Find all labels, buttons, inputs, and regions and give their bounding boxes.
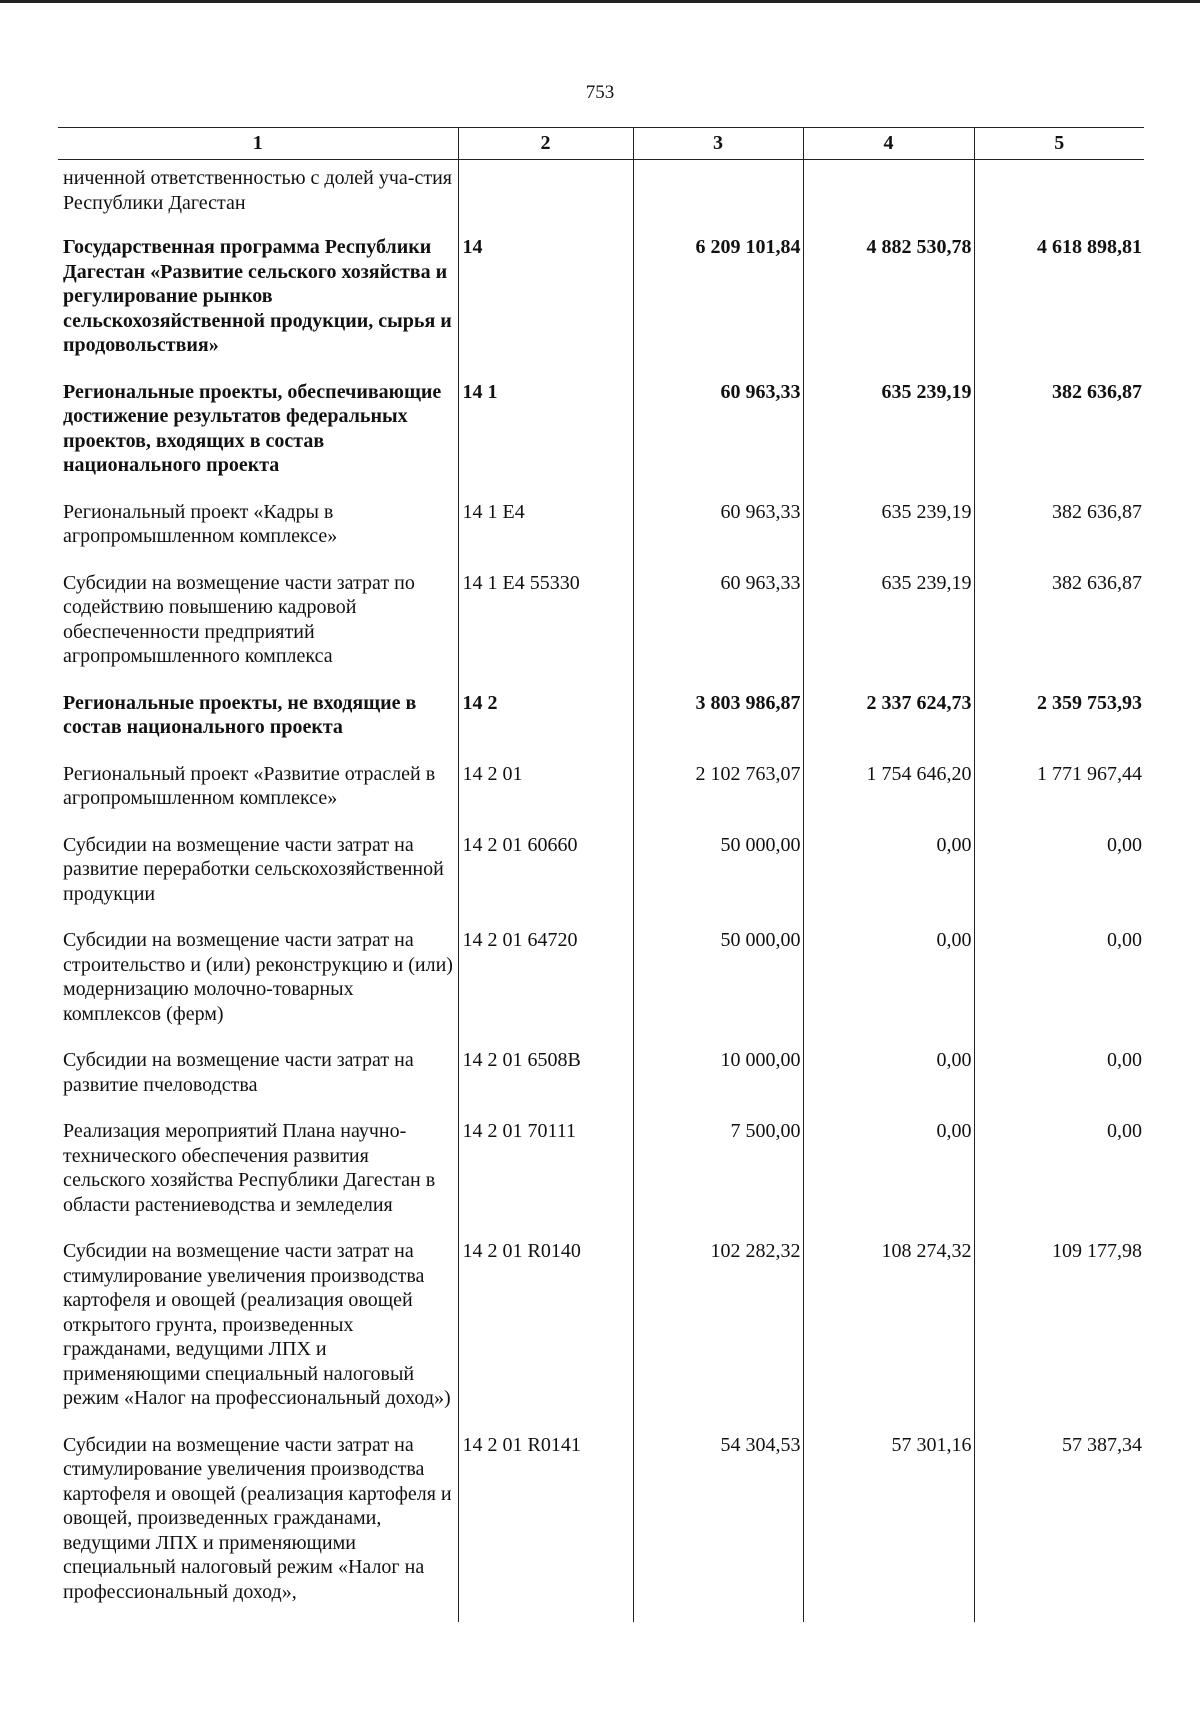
row-value-4 (803, 160, 974, 236)
row-code: 14 1 (458, 380, 633, 500)
table-row (58, 1119, 1144, 1239)
row-name: Субсидии на возмещение части затрат на стимулирование увеличения производства картофеля и овощей (реализация овощей открытого грунта, произведенных гражданами, ведущими ЛПХ и применяющими специальный налоговый режим «Налог на профессиональный доход») (63, 1240, 451, 1409)
row-value-3: 7 500,00 (633, 1119, 803, 1239)
row-code: 14 2 01 60660 (458, 833, 633, 929)
budget-table (58, 127, 1144, 1622)
row-value-5: 382 636,87 (974, 380, 1144, 500)
row-value-3: 54 304,53 (633, 1433, 803, 1623)
table-row (58, 235, 1144, 380)
row-code: 14 1 E4 55330 (458, 571, 633, 691)
column-header-1: 1 (58, 128, 458, 160)
row-code: 14 2 01 R0141 (458, 1433, 633, 1623)
row-name: Региональные проекты, обеспечивающие достижение результатов федеральных проектов, входящих в состав национального проекта (63, 380, 442, 476)
row-value-5: 1 771 967,44 (974, 762, 1144, 833)
row-code: 14 2 01 70111 (458, 1119, 633, 1239)
table-row (58, 380, 1144, 500)
column-header-3: 3 (633, 128, 803, 160)
top-border (0, 0, 1200, 3)
column-header-4: 4 (803, 128, 974, 160)
row-name: Субсидии на возмещение части затрат на развитие переработки сельскохозяйственной продукции (63, 833, 444, 905)
row-value-3: 60 963,33 (633, 380, 803, 500)
row-name: Субсидии на возмещение части затрат по содействию повышению кадровой обеспеченности предприятий агропромышленного комплекса (63, 571, 415, 667)
row-value-4: 635 239,19 (803, 380, 974, 500)
row-value-4: 0,00 (803, 928, 974, 1048)
row-value-5: 382 636,87 (974, 571, 1144, 691)
row-code: 14 1 E4 (458, 500, 633, 571)
row-name: Субсидии на возмещение части затрат на стимулирование увеличения производства картофеля и овощей (реализация картофеля и овощей, произведенных гражданами, ведущими ЛПХ и применяющими специальный налоговый режим «Налог на профессиональный доход», (63, 1433, 452, 1603)
row-value-4: 108 274,32 (803, 1239, 974, 1433)
row-value-5: 0,00 (974, 1119, 1144, 1239)
row-name: Региональный проект «Кадры в агропромышленном комплексе» (63, 500, 338, 547)
table-row (58, 1048, 1144, 1119)
row-value-5: 0,00 (974, 928, 1144, 1048)
row-value-5: 57 387,34 (974, 1433, 1144, 1623)
row-value-3: 10 000,00 (633, 1048, 803, 1119)
row-value-3: 102 282,32 (633, 1239, 803, 1433)
row-code: 14 2 01 (458, 762, 633, 833)
table-row (58, 691, 1144, 762)
row-value-3: 60 963,33 (633, 571, 803, 691)
table-row (58, 1433, 1144, 1623)
table-row (58, 928, 1144, 1048)
row-value-5: 0,00 (974, 833, 1144, 929)
table-row (58, 1239, 1144, 1433)
table-row (58, 762, 1144, 833)
row-value-4: 635 239,19 (803, 500, 974, 571)
row-value-3: 6 209 101,84 (633, 235, 803, 380)
table-row (58, 833, 1144, 929)
row-name: Субсидии на возмещение части затрат на строительство и (или) реконструкцию и (или) модернизацию молочно-товарных комплексов (ферм) (63, 929, 453, 1025)
column-header-2: 2 (458, 128, 633, 160)
row-code: 14 2 01 6508B (458, 1048, 633, 1119)
row-value-4: 0,00 (803, 1119, 974, 1239)
row-value-5: 109 177,98 (974, 1239, 1144, 1433)
row-value-3 (633, 160, 803, 236)
row-value-4: 0,00 (803, 1048, 974, 1119)
table-row (58, 571, 1144, 691)
page-number: 753 (585, 82, 615, 103)
row-name: Субсидии на возмещение части затрат на развитие пчеловодства (63, 1049, 414, 1096)
row-name: Государственная программа Республики Дагестан «Развитие сельского хозяйства и регулирование рынков сельскохозяйственной продукции, сырья и продовольствия» (63, 236, 452, 356)
row-name: Региональные проекты, не входящие в состав национального проекта (63, 691, 417, 738)
row-code: 14 2 (458, 691, 633, 762)
row-value-5 (974, 160, 1144, 236)
row-value-5: 2 359 753,93 (974, 691, 1144, 762)
row-value-4: 635 239,19 (803, 571, 974, 691)
row-value-5: 4 618 898,81 (974, 235, 1144, 380)
row-value-3: 50 000,00 (633, 833, 803, 929)
table-header-row (58, 128, 1144, 160)
row-value-4: 0,00 (803, 833, 974, 929)
row-value-4: 4 882 530,78 (803, 235, 974, 380)
row-name: Реализация мероприятий Плана научно-технического обеспечения развития сельского хозяйства Республики Дагестан в области растениеводства и земледелия (63, 1120, 436, 1216)
row-value-3: 50 000,00 (633, 928, 803, 1048)
row-value-4: 2 337 624,73 (803, 691, 974, 762)
row-code: 14 (458, 235, 633, 380)
row-code: 14 2 01 R0140 (458, 1239, 633, 1433)
row-value-3: 60 963,33 (633, 500, 803, 571)
table-row (58, 160, 1144, 236)
row-value-5: 0,00 (974, 1048, 1144, 1119)
row-code: 14 2 01 64720 (458, 928, 633, 1048)
row-value-3: 2 102 763,07 (633, 762, 803, 833)
row-name: ниченной ответственностью с долей уча-стия Республики Дагестан (63, 167, 452, 214)
row-value-4: 1 754 646,20 (803, 762, 974, 833)
row-code (458, 160, 633, 236)
row-value-5: 382 636,87 (974, 500, 1144, 571)
row-value-4: 57 301,16 (803, 1433, 974, 1623)
column-header-5: 5 (974, 128, 1144, 160)
row-value-3: 3 803 986,87 (633, 691, 803, 762)
table-row (58, 500, 1144, 571)
row-name: Региональный проект «Развитие отраслей в агропромышленном комплексе» (63, 762, 436, 809)
